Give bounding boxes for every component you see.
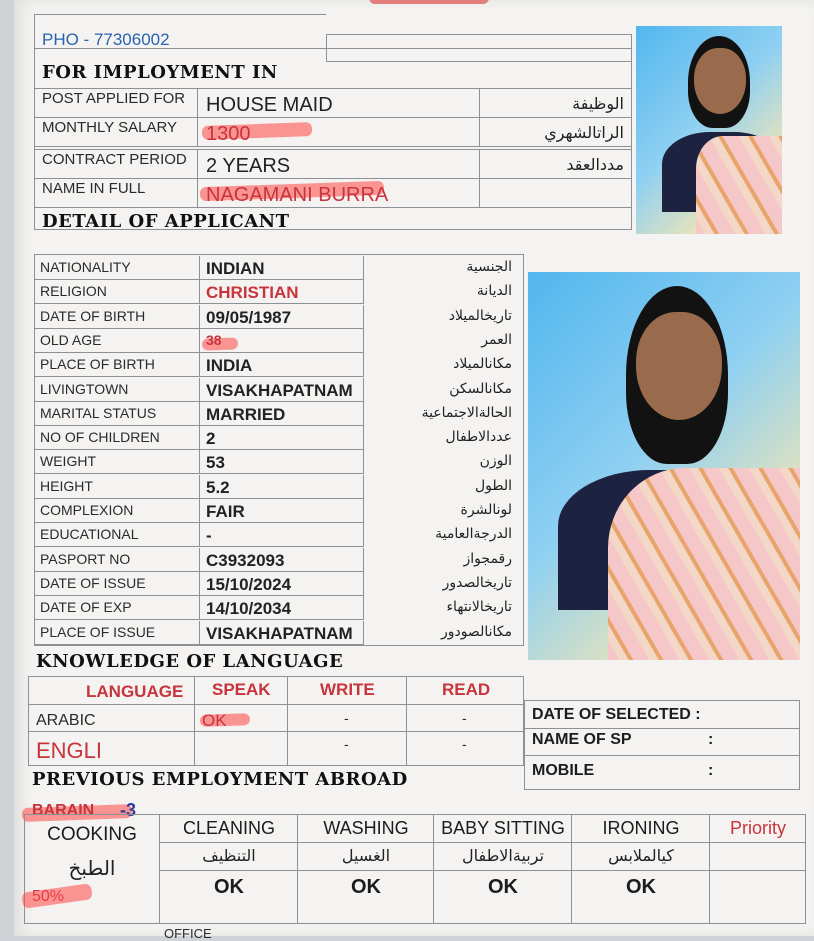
- detail-value: CHRISTIAN: [206, 283, 299, 302]
- detail-arabic: الحالةالاجتماعية: [421, 405, 512, 421]
- detail-value: VISAKHAPATNAM: [206, 624, 353, 643]
- detail-arabic: مكانالصودور: [440, 624, 512, 640]
- detail-arabic: لونالشرة: [460, 502, 512, 518]
- language-header-read: READ: [442, 680, 491, 699]
- skill-arabic: التنظيف: [202, 846, 256, 865]
- language-col-line: [406, 676, 407, 766]
- skills-row-line: [160, 870, 806, 871]
- employment-value: 1300: [206, 123, 251, 145]
- language-english: ENGLI: [36, 738, 103, 763]
- detail-value: 09/05/1987: [206, 308, 292, 327]
- employment-value: HOUSE MAID: [206, 94, 333, 116]
- detail-label: PLACE OF BIRTH: [40, 356, 155, 372]
- detail-arabic: مكانالميلاد: [453, 356, 512, 372]
- employment-label: POST APPLIED FOR: [42, 90, 186, 107]
- skill-arabic: كيالملابس: [608, 846, 674, 865]
- application-form: [14, 0, 814, 941]
- skill-header: BABY SITTING: [441, 818, 565, 838]
- skill-arabic: الغسيل: [341, 846, 391, 865]
- detail-arabic: الوزن: [479, 453, 512, 469]
- arabic-write: -: [344, 710, 349, 726]
- employment-arabic: الوظيفة: [572, 94, 624, 113]
- detail-arabic: رقمجواز: [463, 551, 512, 567]
- detail-value: FAIR: [206, 502, 245, 521]
- language-header-speak: SPEAK: [212, 680, 271, 699]
- skill-header: COOKING: [47, 824, 137, 845]
- previous-employment-title: PREVIOUS EMPLOYMENT ABROAD: [32, 769, 408, 790]
- detail-arabic: الطول: [474, 478, 512, 494]
- applicant-photo-large: [528, 272, 800, 660]
- language-arabic: ARABIC: [36, 712, 96, 729]
- language-header-language: LANGUAGE: [86, 682, 184, 701]
- employment-label: NAME IN FULL: [42, 180, 146, 197]
- detail-value: 5.2: [206, 478, 230, 497]
- ref-number: PHO - 77306002: [42, 30, 170, 49]
- detail-label: DATE OF ISSUE: [40, 575, 146, 591]
- detail-arabic: عددالاطفال: [445, 429, 512, 445]
- sponsor-name-label: NAME OF SP: [532, 731, 632, 748]
- detail-label: DATE OF EXP: [40, 599, 132, 615]
- detail-label: DATE OF BIRTH: [40, 308, 146, 324]
- skill-arabic: تربيةالاطفال: [461, 846, 545, 865]
- detail-value: INDIA: [206, 356, 253, 375]
- skill-arabic: الطبخ: [68, 856, 116, 880]
- footer-partial: OFFICE: [164, 926, 212, 941]
- employment-arabic: مددالعقد: [566, 155, 624, 174]
- employment-title: FOR IMPLOYMENT IN: [42, 62, 278, 83]
- detail-label: MARITAL STATUS: [40, 405, 157, 421]
- detail-arabic: تاريخالصدور: [442, 575, 512, 591]
- date-selected-label: DATE OF SELECTED :: [532, 706, 701, 723]
- detail-arabic: مكانالسكن: [449, 381, 512, 397]
- detail-value: C3932093: [206, 551, 285, 570]
- mobile-colon: :: [708, 762, 714, 779]
- detail-value: VISAKHAPATNAM: [206, 381, 353, 400]
- employment-value: 2 YEARS: [206, 155, 291, 177]
- detail-value: 2: [206, 429, 216, 448]
- skill-value: OK: [488, 876, 518, 898]
- detail-label: OLD AGE: [40, 332, 102, 348]
- detail-value: 53: [206, 453, 225, 472]
- detail-arabic: تاريخالميلاد: [448, 308, 512, 324]
- detail-value-cell: [200, 426, 364, 450]
- detail-value: 15/10/2024: [206, 575, 292, 594]
- employment-value: NAGAMANI BURRA: [206, 184, 389, 206]
- applicant-title: DETAIL OF APPLICANT: [42, 211, 290, 232]
- previous-country: BARAIN: [32, 802, 95, 819]
- applicant-photo-small: [636, 26, 782, 234]
- arabic-read: -: [462, 710, 467, 726]
- skills-row-line: [160, 842, 806, 843]
- skill-header: Priority: [729, 818, 786, 838]
- employment-arabic: الراتالشهري: [544, 123, 624, 142]
- detail-value: INDIAN: [206, 259, 265, 278]
- employment-arabic-cell: [480, 178, 632, 208]
- detail-value: -: [206, 526, 212, 545]
- detail-arabic: الدرجةالعامية: [435, 526, 512, 542]
- detail-value-cell: [200, 523, 364, 547]
- top-red-stamp: [369, 0, 489, 4]
- detail-label: NATIONALITY: [40, 259, 131, 275]
- detail-label: WEIGHT: [40, 453, 96, 469]
- sponsor-name-colon: :: [708, 731, 714, 748]
- english-read: -: [462, 736, 467, 752]
- detail-label: RELIGION: [40, 283, 107, 299]
- detail-arabic: الجنسية: [466, 259, 512, 275]
- skill-value: OK: [214, 876, 244, 898]
- detail-arabic: العمر: [481, 332, 512, 348]
- english-write: -: [344, 736, 349, 752]
- detail-label: EDUCATIONAL: [40, 526, 139, 542]
- detail-value: MARRIED: [206, 405, 286, 424]
- detail-arabic: تاريخالانتهاء: [446, 599, 512, 615]
- detail-value: 14/10/2034: [206, 599, 292, 618]
- language-title: KNOWLEDGE OF LANGUAGE: [36, 651, 344, 672]
- detail-value: 38: [206, 332, 222, 348]
- mobile-label: MOBILE: [532, 762, 595, 779]
- detail-label: LIVINGTOWN: [40, 381, 129, 397]
- employment-label: CONTRACT PERIOD: [42, 151, 187, 168]
- skill-header: IRONING: [602, 818, 680, 838]
- skill-value: OK: [626, 876, 656, 898]
- skill-value: OK: [351, 876, 381, 898]
- skill-header: WASHING: [323, 818, 409, 838]
- employment-label: MONTHLY SALARY: [42, 119, 178, 136]
- detail-arabic: الديانة: [476, 283, 512, 299]
- arabic-speak: OK: [202, 711, 227, 730]
- language-header-write: WRITE: [320, 680, 375, 699]
- detail-label: COMPLEXION: [40, 502, 134, 518]
- detail-label: HEIGHT: [40, 478, 93, 494]
- detail-label: PLACE OF ISSUE: [40, 624, 156, 640]
- skill-header: CLEANING: [182, 818, 276, 838]
- detail-label: PASPORT NO: [40, 551, 131, 567]
- previous-years: -3: [120, 800, 137, 820]
- detail-value-cell: [200, 329, 364, 353]
- detail-label: NO OF CHILDREN: [40, 429, 160, 445]
